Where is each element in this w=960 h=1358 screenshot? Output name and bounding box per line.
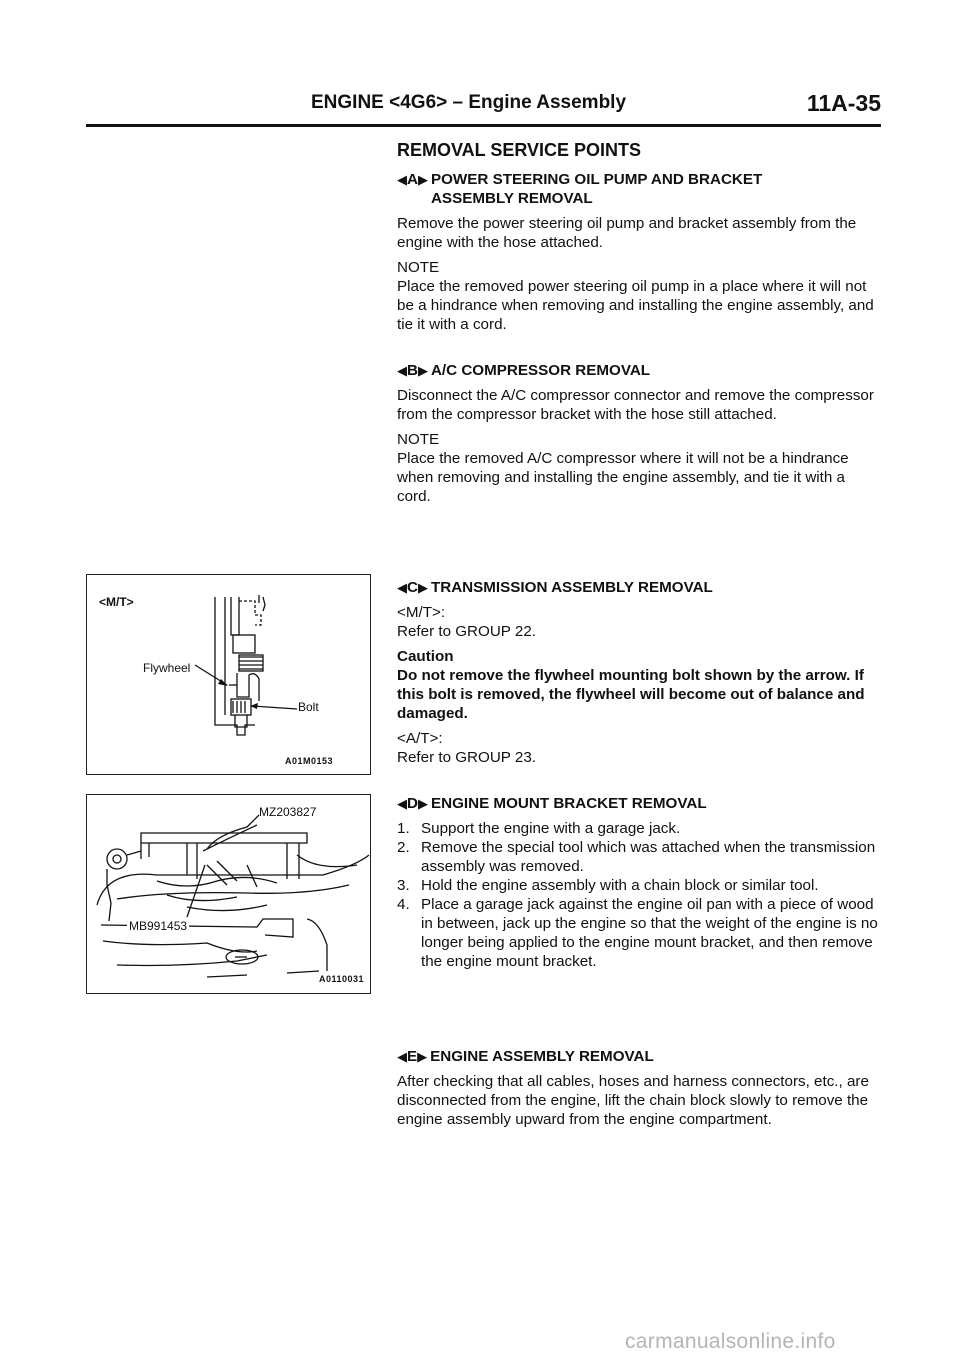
section-c [397, 578, 881, 767]
section-b [397, 361, 881, 506]
section-d-letter: D [407, 795, 418, 812]
arrow-left-icon: ◀ [397, 1049, 407, 1064]
list-item [397, 838, 881, 876]
section-e-letter: E [407, 1048, 418, 1065]
arrow-left-icon: ◀ [397, 580, 407, 595]
section-b-tag [397, 361, 428, 380]
page-number: 11A-35 [806, 90, 881, 116]
section-c-tag [397, 578, 428, 597]
section-b-note-text: Place the removed A/C compressor where it will not be a hindrance when removing and installing the engine assembly, and tie it with a cord. [397, 450, 849, 505]
figure1-label-bolt: Bolt [298, 700, 319, 714]
step-number: 4. [397, 896, 410, 913]
section-e-heading-text: ENGINE ASSEMBLY REMOVAL [430, 1048, 654, 1065]
section-b-heading-text: A/C COMPRESSOR REMOVAL [430, 362, 651, 379]
step-number: 1. [397, 820, 410, 837]
section-e [397, 1047, 881, 1129]
arrow-right-icon: ▶ [417, 172, 428, 187]
figure1-label-mt: <M/T> [99, 595, 134, 609]
section-a-body: Remove the power steering oil pump and bracket assembly from the engine with the hose attached. [397, 215, 857, 251]
figure2-label-tool2: MB991453 [129, 919, 188, 933]
section-d [397, 794, 881, 971]
section-removal-service-points [397, 141, 881, 160]
arrow-right-icon: ▶ [417, 363, 428, 378]
section-title: REMOVAL SERVICE POINTS [397, 140, 642, 160]
section-e-body: After checking that all cables, hoses and harness connectors, etc., are disconnected from the engine, lift the chain block slowly to remove the engine assembly upward from the engine compartment. [397, 1073, 869, 1128]
section-a-letter: A [407, 171, 418, 188]
section-a-note-text: Place the removed power steering oil pump in a place where it will not be a hindrance when removing and installing the engine assembly, and tie it with a cord. [397, 278, 874, 333]
figure2-code: A0110031 [319, 974, 365, 984]
section-d-steps [397, 819, 881, 971]
list-item [397, 876, 881, 895]
section-b-note-label: NOTE [397, 431, 440, 448]
section-e-tag [397, 1047, 427, 1066]
arrow-right-icon: ▶ [417, 580, 428, 595]
step-text: Hold the engine assembly with a chain block or similar tool. [421, 877, 819, 894]
section-a [397, 170, 881, 334]
section-d-tag [397, 794, 428, 813]
section-d-heading-text: ENGINE MOUNT BRACKET REMOVAL [430, 795, 707, 812]
arrow-left-icon: ◀ [397, 172, 407, 187]
arrow-right-icon: ▶ [417, 796, 428, 811]
arrow-left-icon: ◀ [397, 363, 407, 378]
section-c-letter: C [407, 579, 418, 596]
section-c-heading [397, 578, 881, 597]
figure1-code: A01M0153 [285, 756, 334, 766]
figure-flywheel [86, 574, 371, 775]
section-b-body: Disconnect the A/C compressor connector and remove the compressor from the compressor bracket with the hose still attached. [397, 387, 874, 423]
step-number: 2. [397, 839, 410, 856]
section-c-at-text: Refer to GROUP 23. [397, 749, 536, 766]
section-c-caution-label: Caution [397, 648, 454, 665]
figure1-label-flywheel: Flywheel [143, 661, 191, 675]
step-text: Remove the special tool which was attached when the transmission assembly was removed. [421, 839, 876, 875]
page-header [86, 92, 881, 127]
arrow-right-icon: ▶ [417, 1049, 428, 1064]
section-d-heading [397, 794, 881, 813]
section-c-caution-text: Do not remove the flywheel mounting bolt shown by the arrow. If this bolt is removed, the flywheel will become out of balance and damaged. [397, 667, 865, 722]
section-b-heading [397, 361, 881, 380]
section-e-heading [397, 1047, 881, 1066]
section-a-note-label: NOTE [397, 259, 440, 276]
arrow-left-icon: ◀ [397, 796, 407, 811]
step-text: Support the engine with a garage jack. [421, 820, 681, 837]
list-item [397, 895, 881, 971]
section-a-heading [397, 170, 881, 208]
section-a-heading-line1: POWER STEERING OIL PUMP AND BRACKET [430, 171, 763, 188]
step-number: 3. [397, 877, 410, 894]
section-a-heading-line2: ASSEMBLY REMOVAL [430, 190, 593, 207]
section-a-tag [397, 170, 428, 189]
figure-engine-mount [86, 794, 371, 994]
section-c-mt-text: Refer to GROUP 22. [397, 623, 536, 640]
watermark: carmanualsonline.info [625, 1330, 836, 1353]
list-item [397, 819, 881, 838]
section-c-mt-label: <M/T>: [397, 604, 446, 621]
section-c-heading-text: TRANSMISSION ASSEMBLY REMOVAL [430, 579, 713, 596]
engine-mount-illustration [87, 795, 370, 993]
step-text: Place a garage jack against the engine oil pan with a piece of wood in between, jack up the engine so that the weight of the engine is no longer being applied to the engine mount bracket, and then remove the engine mount bracket. [421, 896, 878, 970]
section-b-letter: B [407, 362, 418, 379]
header-title: ENGINE <4G6> – Engine Assembly [311, 92, 627, 113]
section-c-at-label: <A/T>: [397, 730, 443, 747]
figure2-label-tool1: MZ203827 [259, 805, 317, 819]
